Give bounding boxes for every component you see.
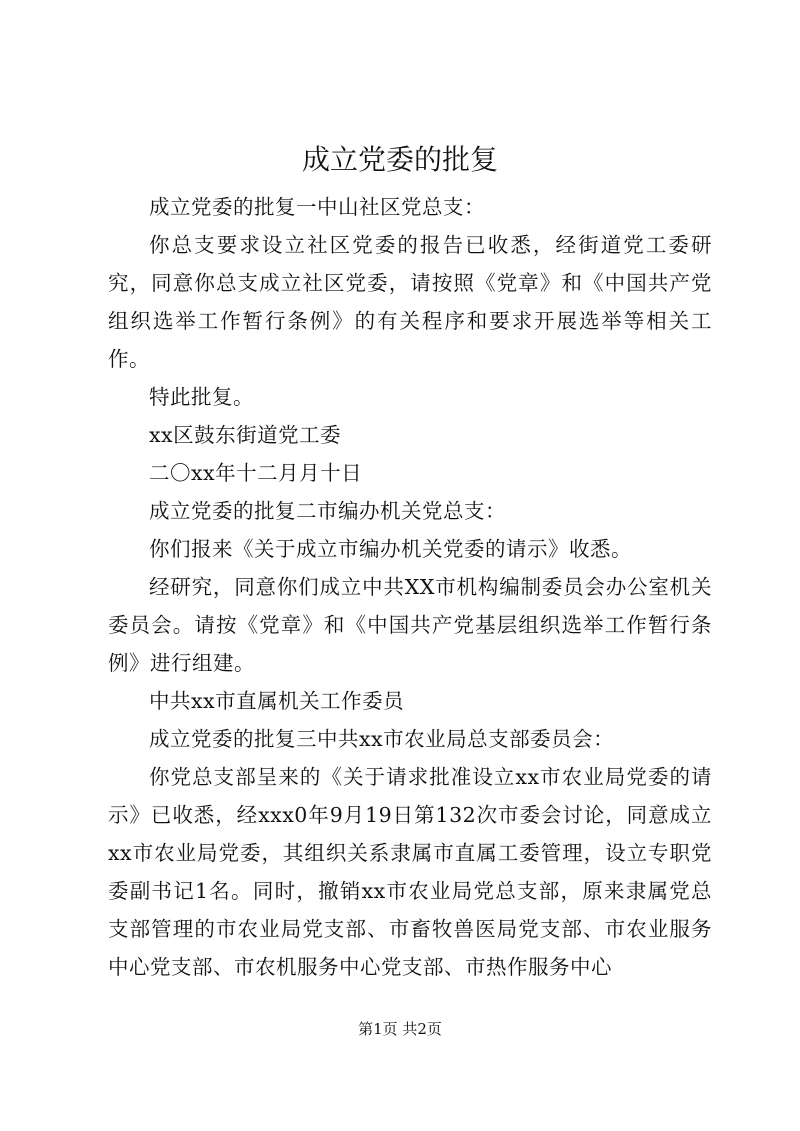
- document-title: 成立党委的批复: [301, 143, 498, 176]
- paragraph-salutation-3: 成立党委的批复三中共xx市农业局总支部委员会：: [149, 727, 615, 751]
- paragraph-approval: 特此批复。: [149, 385, 254, 409]
- paragraph-reply-1: 你总支要求设立社区党委的报告已收悉，经街道党工委研究，同意你总支成立社区党委，请按照《党章》和《中国共产党组织选举工作暂行条例》的有关程序和要求开展选举等相关工作。: [108, 233, 712, 371]
- page-footer: 第1页 共2页: [358, 1020, 442, 1038]
- paragraph-reply-3: 你党总支部呈来的《关于请求批准设立xx市农业局党委的请示》已收悉，经xxx0年9月19日第132次市委会讨论，同意成立xx市农业局党委，其组织关系隶属市直属工委管理，设立专职党委副书记1名。同时，撤销xx市农业局党总支部，原来隶属党总支部管理的市农业局党支部、市畜牧兽医局党支部、市农业服务中心党支部、市农机服务中心党支部、市热作服务中心: [108, 765, 712, 979]
- paragraph-signature-2: 中共xx市直属机关工作委员: [149, 689, 405, 713]
- document-body: [108, 188, 712, 986]
- paragraph-salutation-2: 成立党委的批复二市编办机关党总支：: [149, 499, 506, 523]
- paragraph-signature-1: xx区鼓东街道党工委: [149, 423, 342, 447]
- paragraph-date-1: 二〇xx年十二月月十日: [149, 461, 363, 485]
- paragraph-reply-2a: 你们报来《关于成立市编办机关党委的请示》收悉。: [149, 537, 632, 561]
- paragraph-salutation-1: 成立党委的批复一中山社区党总支：: [149, 195, 485, 219]
- paragraph-reply-2b: 经研究，同意你们成立中共XX市机构编制委员会办公室机关委员会。请按《党章》和《中国共产党基层组织选举工作暂行条例》进行组建。: [108, 575, 712, 675]
